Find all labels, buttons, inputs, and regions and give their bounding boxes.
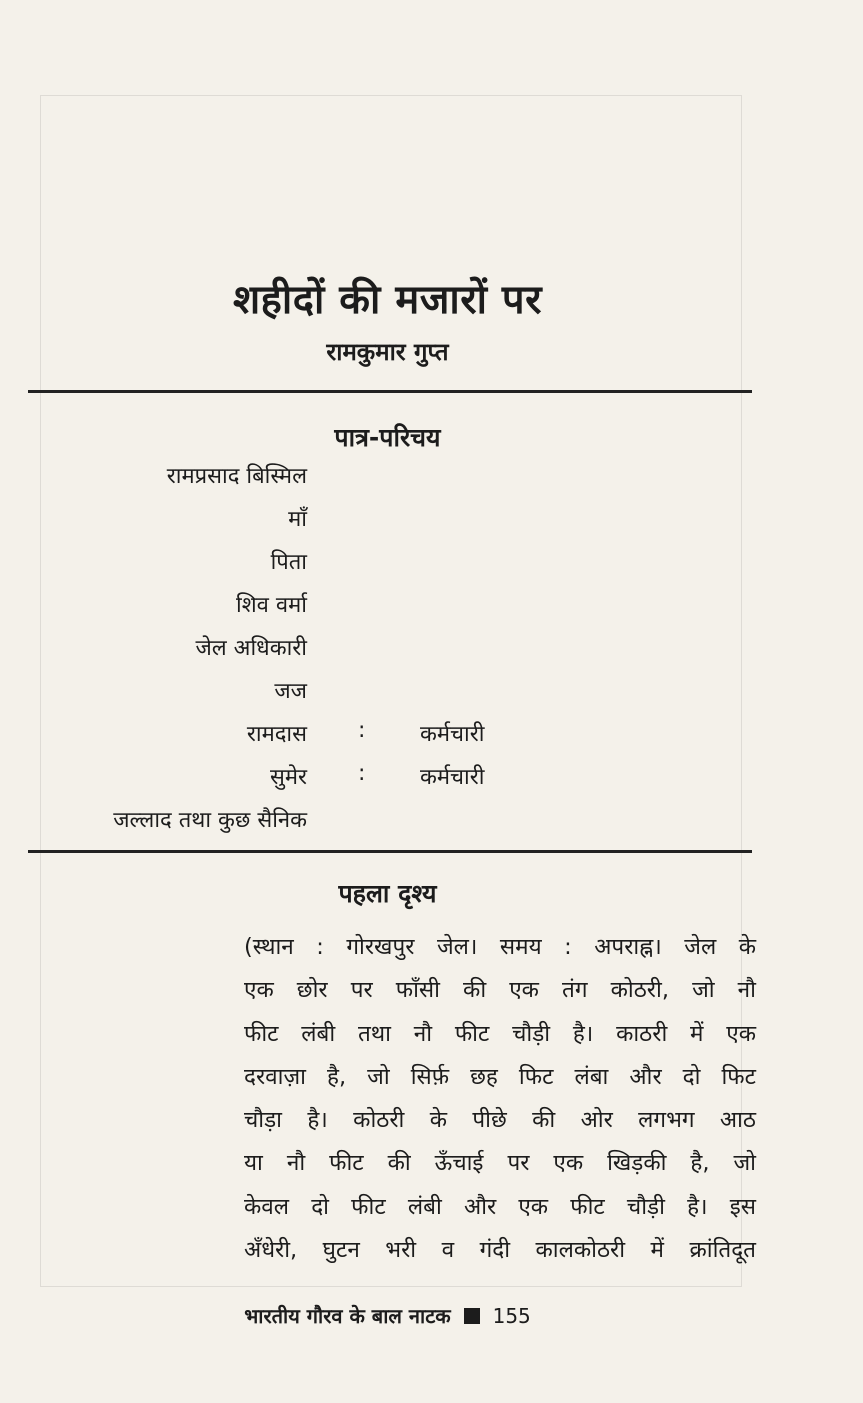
scene-heading: पहला दृश्य (338, 879, 437, 908)
cast-row (0, 503, 775, 546)
paragraph-line: (स्थान : गोरखपुर जेल। समय : अपराह्न। जेल के (244, 934, 756, 960)
cast-name: पिता (270, 550, 307, 575)
scene-description (244, 926, 756, 1272)
cast-heading: पात्र-परिचय (334, 423, 441, 452)
cast-role: कर्मचारी (420, 722, 485, 747)
cast-list (0, 460, 775, 847)
cast-row (0, 718, 775, 761)
cast-row (0, 632, 775, 675)
cast-separator: : (358, 718, 366, 743)
paragraph-line: चौड़ा है। कोठरी के पीछे की ओर लगभग आठ (244, 1107, 756, 1134)
cast-row (0, 460, 775, 503)
book-title: भारतीय गौरव के बाल नाटक (244, 1304, 451, 1328)
cast-name: माँ (288, 507, 307, 532)
cast-row (0, 589, 775, 632)
play-title: शहीदों की मजारों पर (232, 277, 543, 323)
divider-bottom (28, 850, 752, 853)
play-author: रामकुमार गुप्त (326, 338, 449, 366)
paragraph-line: एक छोर पर फाँसी की एक तंग कोठरी, जो नौ (244, 977, 756, 1004)
square-bullet-icon (464, 1308, 480, 1324)
cast-role: कर्मचारी (420, 765, 485, 790)
cast-name: जल्लाद तथा कुछ सैनिक (113, 808, 307, 833)
paragraph-line: अँधेरी, घुटन भरी व गंदी कालकोठरी में क्रांतिदूत (244, 1237, 756, 1264)
paragraph-line: फीट लंबी तथा नौ फीट चौड़ी है। काठरी में एक (244, 1020, 756, 1047)
cast-separator: : (358, 761, 366, 786)
page-number: 155 (492, 1304, 531, 1328)
cast-row (0, 804, 775, 847)
page-footer (0, 1302, 775, 1329)
cast-row (0, 546, 775, 589)
cast-name: जेल अधिकारी (195, 636, 307, 661)
paragraph-line: दरवाज़ा है, जो सिर्फ़ छह फिट लंबा और दो फिट (244, 1063, 756, 1090)
cast-name: रामप्रसाद बिस्मिल (166, 464, 307, 489)
cast-name: रामदास (246, 722, 307, 747)
cast-row (0, 675, 775, 718)
cast-row (0, 761, 775, 804)
cast-name: जज (274, 679, 307, 704)
paragraph-line: या नौ फीट की ऊँचाई पर एक खिड़की है, जो (244, 1150, 756, 1177)
cast-name: शिव वर्मा (236, 593, 307, 618)
divider-top (28, 390, 752, 393)
cast-name: सुमेर (269, 765, 307, 790)
paragraph-line: केवल दो फीट लंबी और एक फीट चौड़ी है। इस (244, 1193, 756, 1220)
